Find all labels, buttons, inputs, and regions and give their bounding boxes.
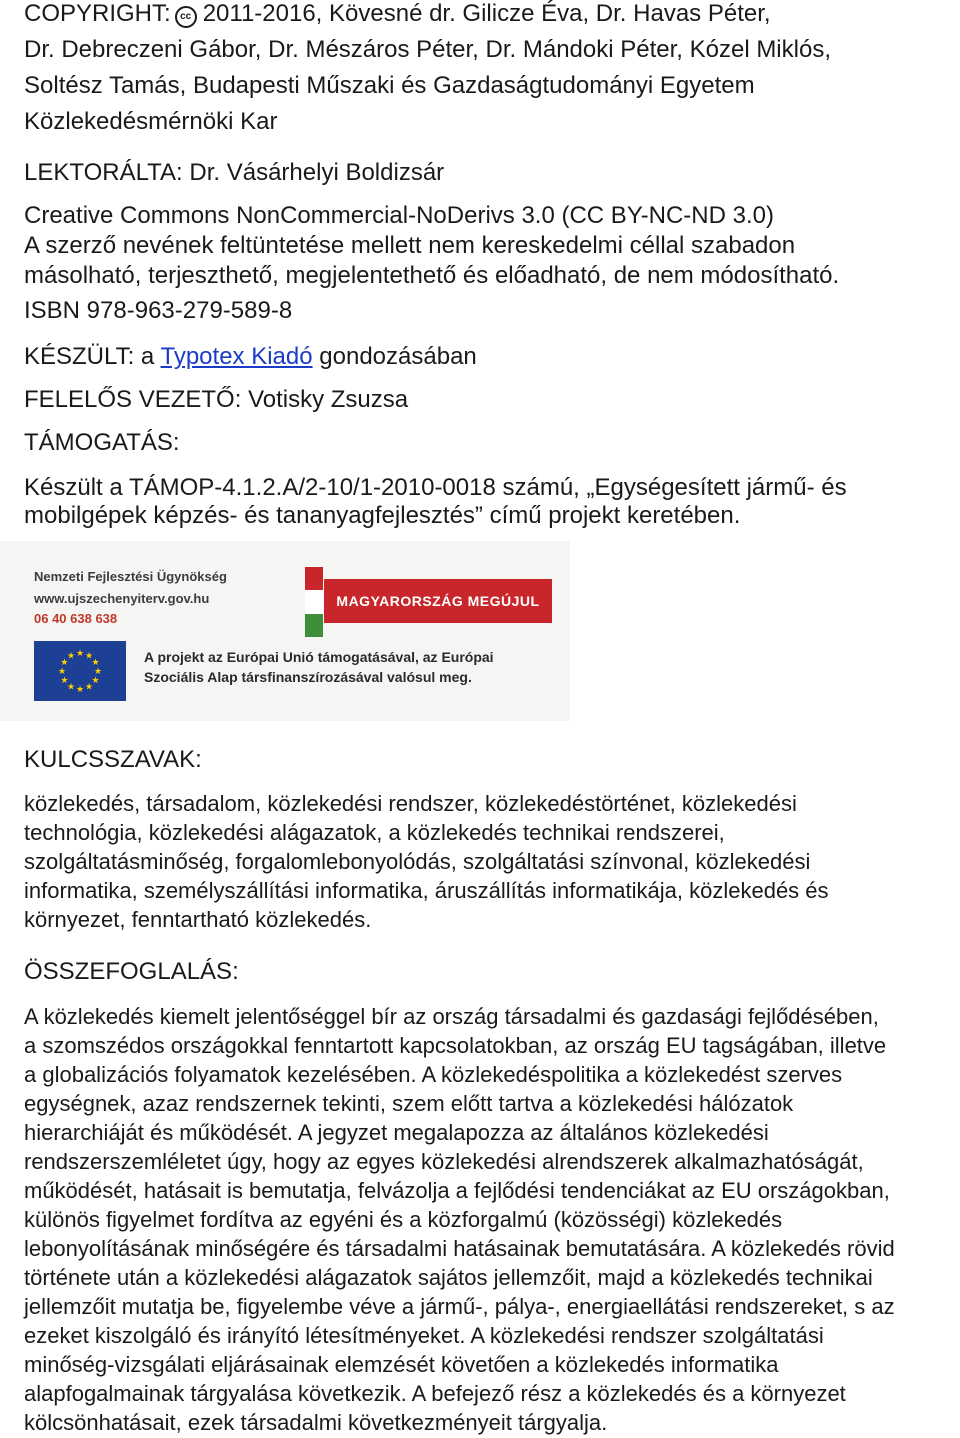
project-line-1: Készült a TÁMOP-4.1.2.A/2-10/1-2010-0018 számú, „Egységesített jármű- és [24,474,847,501]
eu-star: ★ [66,681,76,692]
copyright-years-authors: 2011-2016, Kövesné dr. Gilicze Éva, Dr. Havas Péter, [202,0,771,27]
eu-star: ★ [57,666,67,676]
publisher-suffix: gondozásában [319,343,477,370]
eu-star: ★ [60,657,69,667]
project-line-2: mobilgépek képzés- és tananyagfejlesztés” című projekt keretében. [24,502,741,529]
summary-heading: ÖSSZEFOGLALÁS: [24,958,239,985]
isbn-line: ISBN 978-963-279-589-8 [24,297,293,324]
keywords-line: technológia, közlekedési alágazatok, a közlekedés technikai rendszerei, [24,820,725,845]
copyright-line-1 [24,0,771,32]
copyright-line-4: Közlekedésmérnöki Kar [24,108,278,135]
agency-phone: 06 40 638 638 [34,611,118,626]
summary-line: története után a közlekedési alágazatok sajátos jellemzőit, majd a közlekedés technikai [24,1265,873,1290]
summary-line: különös figyelmet fordítva az egyéni és a közforgalmú (közösségi) közlekedés [24,1207,783,1232]
slogan-bar: MAGYARORSZÁG MEGÚJUL [324,579,552,623]
copyright-line-2: Dr. Debreczeni Gábor, Dr. Mészáros Péter, Dr. Mándoki Péter, Kózel Miklós, [24,36,831,63]
summary-line: lebonyolításának minőségére és társadalmi hatásainak bemutatására. A közlekedés rövid [24,1236,895,1261]
keywords-line: informatika, személyszállítási informatika, áruszállítás informatikája, közlekedés és [24,878,829,903]
copyright-label: COPYRIGHT: [24,0,171,27]
summary-line: minőség-vizsgálati eljárásainak elemzését követően a közlekedés informatika [24,1352,779,1377]
eu-star: ★ [93,666,103,676]
eu-flag-icon [34,641,126,701]
summary-line: működését, hatásait is bemutatja, felvázolja a fejlődési tendenciákat az EU országokban, [24,1178,890,1203]
summary-line: rendszerszemléletet úgy, hogy az egyes közlekedési alrendszerek alkalmazhatóságát, [24,1149,864,1174]
agency-name: Nemzeti Fejlesztési Ügynökség [34,569,227,584]
summary-line: alapfogalmainak tárgyalása következik. A befejező rész a közlekedés és a környezet [24,1381,846,1406]
summary-line: a globalizációs folyamatok kezelésében. A közlekedéspolitika a közlekedést szerves [24,1062,843,1087]
eu-star: ★ [66,650,76,661]
summary-line: egységnek, azaz rendszernek tekinti, szem előtt tartva a közlekedési hálózatok [24,1091,794,1116]
summary-line: jellemzőit mutatja be, figyelembe véve a jármű-, pálya-, energiaellátási rendszereket, s az [24,1294,895,1319]
eu-star: ★ [91,675,100,685]
support-heading: TÁMOGATÁS: [24,429,180,456]
creative-commons-icon: cc [175,6,197,28]
eu-star: ★ [75,684,85,694]
keywords-line: szolgáltatásminőség, forgalomlebonyolódás, szolgáltatási színvonal, közlekedési [24,849,811,874]
manager-line: FELELŐS VEZETŐ: Votisky Zsuzsa [24,386,409,413]
eu-star: ★ [91,657,100,667]
license-text-2: másolható, terjeszthető, megjelentethető és előadható, de nem módosítható. [24,262,840,289]
eu-star: ★ [75,648,85,658]
eu-funding-text-2: Szociális Alap társfinanszírozásával valósul meg. [144,669,472,685]
copyright-line-3: Soltész Tamás, Budapesti Műszaki és Gazdaságtudományi Egyetem [24,72,755,99]
eu-funding-text-1: A projekt az Európai Unió támogatásával, az Európai [144,649,494,665]
eu-star: ★ [84,650,94,661]
agency-url: www.ujszechenyiterv.gov.hu [34,591,210,606]
hungarian-flag-icon [305,567,323,637]
eu-star: ★ [84,681,94,692]
summary-line: a szomszédos országokkal fenntartott kapcsolatokban, az ország EU tagságában, illetve [24,1033,887,1058]
keywords-line: közlekedés, társadalom, közlekedési rendszer, közlekedéstörténet, közlekedési [24,791,797,816]
eu-star: ★ [60,675,69,685]
publisher-link[interactable]: Typotex Kiadó [160,343,313,370]
summary-line: hierarchiáját és működését. A jegyzet megalapozza az általános közlekedési [24,1120,769,1145]
keywords-heading: KULCSSZAVAK: [24,746,202,773]
license-title: Creative Commons NonCommercial-NoDerivs 3.0 (CC BY-NC-ND 3.0) [24,202,774,229]
summary-line: A közlekedés kiemelt jelentőséggel bír az ország társadalmi és gazdasági fejlődésében, [24,1004,879,1029]
funding-banner [0,541,570,721]
summary-line: kölcsönhatásait, ezek társadalmi következményeit tárgyalja. [24,1410,608,1435]
reviewer-line: LEKTORÁLTA: Dr. Vásárhelyi Boldizsár [24,159,445,186]
publisher-line [24,339,477,375]
license-text-1: A szerző nevének feltüntetése mellett nem kereskedelmi céllal szabadon [24,232,796,259]
summary-line: ezeket kiszolgáló és irányító létesítményeket. A közlekedési rendszer szolgáltatási [24,1323,824,1348]
publisher-prefix: KÉSZÜLT: a [24,343,155,370]
keywords-line: környezet, fenntartható közlekedés. [24,907,372,932]
